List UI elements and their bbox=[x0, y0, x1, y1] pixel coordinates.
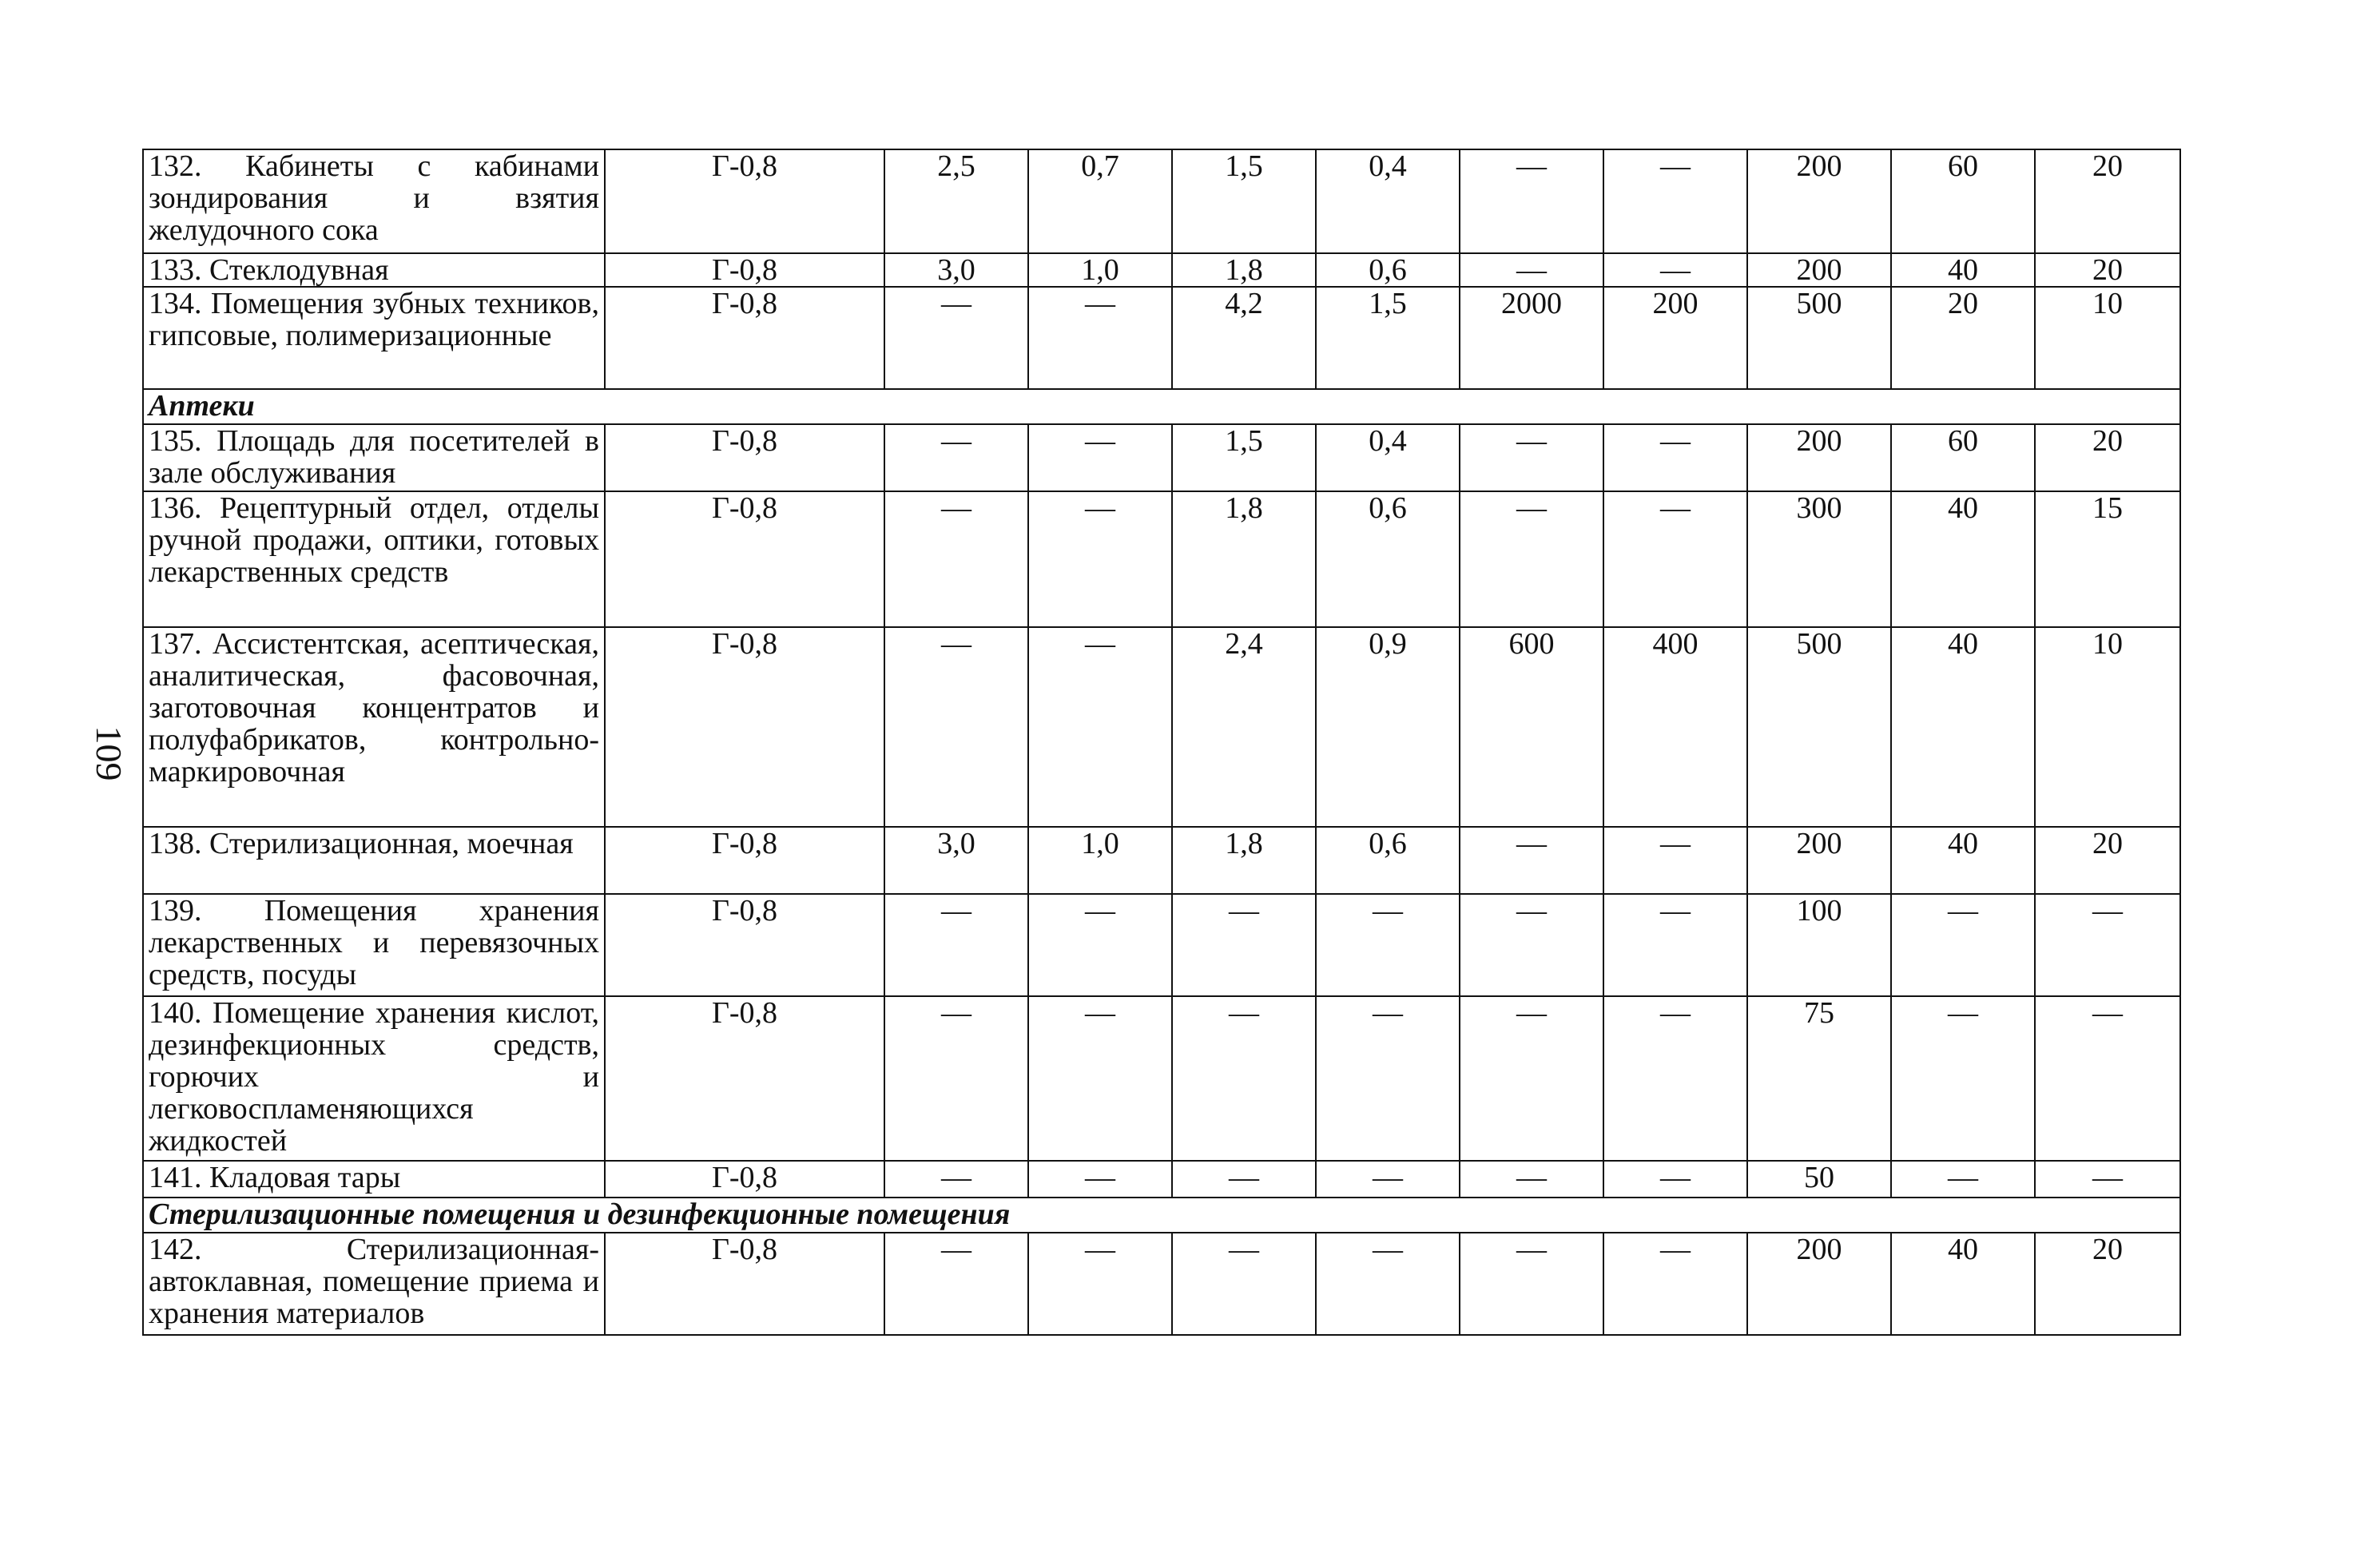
value-cell: — bbox=[1891, 1161, 2035, 1198]
value-cell: Г-0,8 bbox=[605, 491, 884, 627]
value-cell: — bbox=[1028, 1161, 1172, 1198]
table-row bbox=[143, 491, 2180, 627]
value-cell: 1,8 bbox=[1172, 491, 1316, 627]
value-cell: 20 bbox=[1891, 287, 2035, 389]
value-cell: 200 bbox=[1747, 827, 1891, 894]
value-cell: 40 bbox=[1891, 1233, 2035, 1335]
value-cell: — bbox=[2035, 894, 2180, 996]
value-cell: Г-0,8 bbox=[605, 424, 884, 491]
value-cell: — bbox=[1028, 894, 1172, 996]
row-number: 135. bbox=[149, 424, 202, 458]
value-cell: — bbox=[1028, 287, 1172, 389]
value-cell: — bbox=[884, 287, 1028, 389]
table-row bbox=[143, 894, 2180, 996]
value-cell: 2,5 bbox=[884, 149, 1028, 253]
value-cell: 10 bbox=[2035, 287, 2180, 389]
value-cell: — bbox=[1316, 1161, 1460, 1198]
row-number: 132. bbox=[149, 149, 202, 183]
value-cell: — bbox=[1316, 1233, 1460, 1335]
value-cell: 200 bbox=[1747, 253, 1891, 287]
value-cell: 40 bbox=[1891, 253, 2035, 287]
room-name: Кабинеты с кабинами зондирования и взятия желудочного сока bbox=[149, 149, 599, 247]
row-number: 141. bbox=[149, 1161, 202, 1194]
value-cell: — bbox=[1172, 1233, 1316, 1335]
value-cell: 75 bbox=[1747, 996, 1891, 1161]
value-cell: — bbox=[1460, 827, 1603, 894]
table-row bbox=[143, 827, 2180, 894]
room-name-cell bbox=[143, 1233, 605, 1335]
room-name: Площадь для посетителей в зале обслуживания bbox=[149, 424, 599, 490]
value-cell: 1,5 bbox=[1316, 287, 1460, 389]
table-row bbox=[143, 1161, 2180, 1198]
value-cell: 0,9 bbox=[1316, 627, 1460, 827]
value-cell: Г-0,8 bbox=[605, 253, 884, 287]
room-name-cell bbox=[143, 424, 605, 491]
row-number: 134. bbox=[149, 287, 202, 320]
room-name-cell bbox=[143, 894, 605, 996]
value-cell: Г-0,8 bbox=[605, 1233, 884, 1335]
room-name: Помещения зубных техников, гипсовые, полимеризационные bbox=[149, 287, 599, 352]
value-cell: 20 bbox=[2035, 1233, 2180, 1335]
room-name-cell bbox=[143, 149, 605, 253]
value-cell: — bbox=[1603, 491, 1747, 627]
value-cell: 0,4 bbox=[1316, 149, 1460, 253]
value-cell: 0,6 bbox=[1316, 491, 1460, 627]
value-cell: — bbox=[1172, 1161, 1316, 1198]
section-row bbox=[143, 1198, 2180, 1233]
value-cell: 3,0 bbox=[884, 827, 1028, 894]
value-cell: 3,0 bbox=[884, 253, 1028, 287]
room-name: Стеклодувная bbox=[209, 253, 389, 287]
value-cell: — bbox=[1603, 996, 1747, 1161]
value-cell: — bbox=[884, 1161, 1028, 1198]
value-cell: — bbox=[1603, 1161, 1747, 1198]
value-cell: — bbox=[884, 491, 1028, 627]
room-name-cell bbox=[143, 1161, 605, 1198]
value-cell: — bbox=[2035, 996, 2180, 1161]
value-cell: — bbox=[1028, 491, 1172, 627]
value-cell: — bbox=[1603, 253, 1747, 287]
section-title: Стерилизационные помещения и дезинфекционные помещения bbox=[143, 1198, 2180, 1233]
row-number: 142. bbox=[149, 1233, 202, 1266]
value-cell: — bbox=[1603, 894, 1747, 996]
value-cell: 4,2 bbox=[1172, 287, 1316, 389]
value-cell: 1,0 bbox=[1028, 827, 1172, 894]
value-cell: 1,8 bbox=[1172, 253, 1316, 287]
room-name: Рецептурный отдел, отделы ручной продажи, оптики, готовых лекарственных средств bbox=[149, 491, 599, 589]
value-cell: 300 bbox=[1747, 491, 1891, 627]
room-name: Помещения хранения лекарственных и перевязочных средств, посуды bbox=[149, 894, 599, 991]
value-cell: — bbox=[1460, 424, 1603, 491]
table-row bbox=[143, 287, 2180, 389]
value-cell: — bbox=[1460, 1233, 1603, 1335]
value-cell: — bbox=[1172, 894, 1316, 996]
value-cell: — bbox=[1460, 894, 1603, 996]
room-name: Стерилизационная, моечная bbox=[209, 827, 574, 860]
value-cell: 1,5 bbox=[1172, 424, 1316, 491]
value-cell: 40 bbox=[1891, 491, 2035, 627]
value-cell: 60 bbox=[1891, 424, 2035, 491]
value-cell: — bbox=[1603, 827, 1747, 894]
value-cell: Г-0,8 bbox=[605, 894, 884, 996]
table-body bbox=[143, 149, 2180, 1335]
value-cell: Г-0,8 bbox=[605, 149, 884, 253]
value-cell: 10 bbox=[2035, 627, 2180, 827]
table-row bbox=[143, 424, 2180, 491]
value-cell: — bbox=[1603, 1233, 1747, 1335]
row-number: 136. bbox=[149, 491, 202, 525]
value-cell: — bbox=[1028, 424, 1172, 491]
section-row bbox=[143, 389, 2180, 424]
value-cell: 1,5 bbox=[1172, 149, 1316, 253]
value-cell: Г-0,8 bbox=[605, 996, 884, 1161]
value-cell: 0,6 bbox=[1316, 253, 1460, 287]
room-name: Стерилизационная-автоклавная, помещение приема и хранения материалов bbox=[149, 1233, 599, 1330]
value-cell: — bbox=[1603, 424, 1747, 491]
value-cell: — bbox=[1316, 894, 1460, 996]
value-cell: 0,6 bbox=[1316, 827, 1460, 894]
value-cell: 15 bbox=[2035, 491, 2180, 627]
value-cell: — bbox=[884, 894, 1028, 996]
value-cell: 2000 bbox=[1460, 287, 1603, 389]
room-name: Помещение хранения кислот, дезинфекционных средств, горючих и легковоспламеняющихся жидкостей bbox=[149, 996, 600, 1158]
room-name: Кладовая тары bbox=[209, 1161, 401, 1194]
room-name-cell bbox=[143, 253, 605, 287]
value-cell: 0,7 bbox=[1028, 149, 1172, 253]
value-cell: — bbox=[1460, 996, 1603, 1161]
room-name-cell bbox=[143, 827, 605, 894]
value-cell: — bbox=[1028, 1233, 1172, 1335]
value-cell: 20 bbox=[2035, 253, 2180, 287]
value-cell: 2,4 bbox=[1172, 627, 1316, 827]
row-number: 137. bbox=[149, 627, 202, 661]
value-cell: 200 bbox=[1603, 287, 1747, 389]
value-cell: — bbox=[1460, 491, 1603, 627]
value-cell: 60 bbox=[1891, 149, 2035, 253]
value-cell: — bbox=[1460, 1161, 1603, 1198]
value-cell: 40 bbox=[1891, 827, 2035, 894]
row-number: 139. bbox=[149, 894, 202, 927]
value-cell: 500 bbox=[1747, 627, 1891, 827]
table-row bbox=[143, 1233, 2180, 1335]
value-cell: 1,0 bbox=[1028, 253, 1172, 287]
value-cell: — bbox=[884, 627, 1028, 827]
room-name-cell bbox=[143, 996, 605, 1161]
value-cell: Г-0,8 bbox=[605, 287, 884, 389]
value-cell: — bbox=[1172, 996, 1316, 1161]
value-cell: — bbox=[884, 424, 1028, 491]
value-cell: 20 bbox=[2035, 149, 2180, 253]
value-cell: 50 bbox=[1747, 1161, 1891, 1198]
value-cell: 200 bbox=[1747, 1233, 1891, 1335]
room-name-cell bbox=[143, 287, 605, 389]
value-cell: 40 bbox=[1891, 627, 2035, 827]
row-number: 133. bbox=[149, 253, 202, 287]
value-cell: — bbox=[1028, 996, 1172, 1161]
value-cell: — bbox=[2035, 1161, 2180, 1198]
table-row bbox=[143, 149, 2180, 253]
table-row bbox=[143, 627, 2180, 827]
value-cell: — bbox=[1028, 627, 1172, 827]
value-cell: — bbox=[1316, 996, 1460, 1161]
room-name-cell bbox=[143, 627, 605, 827]
value-cell: — bbox=[884, 996, 1028, 1161]
value-cell: — bbox=[884, 1233, 1028, 1335]
value-cell: — bbox=[1891, 894, 2035, 996]
value-cell: — bbox=[1603, 149, 1747, 253]
table-row bbox=[143, 253, 2180, 287]
value-cell: Г-0,8 bbox=[605, 827, 884, 894]
section-title: Аптеки bbox=[143, 389, 2180, 424]
value-cell: 20 bbox=[2035, 827, 2180, 894]
table-row bbox=[143, 996, 2180, 1161]
room-name-cell bbox=[143, 491, 605, 627]
value-cell: 1,8 bbox=[1172, 827, 1316, 894]
value-cell: 500 bbox=[1747, 287, 1891, 389]
value-cell: 20 bbox=[2035, 424, 2180, 491]
value-cell: Г-0,8 bbox=[605, 627, 884, 827]
value-cell: — bbox=[1460, 253, 1603, 287]
value-cell: — bbox=[1460, 149, 1603, 253]
value-cell: 400 bbox=[1603, 627, 1747, 827]
value-cell: 200 bbox=[1747, 149, 1891, 253]
value-cell: 600 bbox=[1460, 627, 1603, 827]
value-cell: — bbox=[1891, 996, 2035, 1161]
value-cell: Г-0,8 bbox=[605, 1161, 884, 1198]
value-cell: 0,4 bbox=[1316, 424, 1460, 491]
value-cell: 100 bbox=[1747, 894, 1891, 996]
room-name: Ассистентская, асептическая, аналитическая, фасовочная, заготовочная концентратов и полуфабрикатов, контрольно-маркировочная bbox=[149, 627, 599, 788]
row-number: 140. bbox=[149, 996, 202, 1030]
norms-table bbox=[142, 149, 2181, 1336]
value-cell: 200 bbox=[1747, 424, 1891, 491]
page-number: 109 bbox=[89, 725, 129, 781]
row-number: 138. bbox=[149, 827, 202, 860]
